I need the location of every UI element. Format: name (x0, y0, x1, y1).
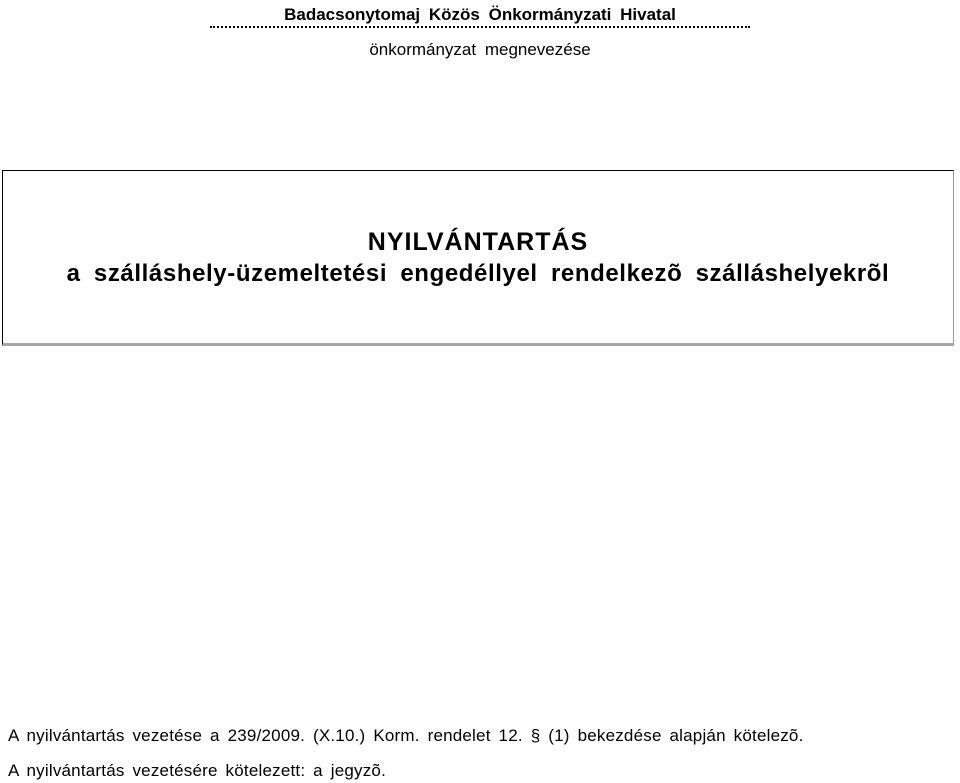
document-title: NYILVÁNTARTÁS (367, 228, 589, 256)
document-subtitle: a szálláshely-üzemeltetési engedéllyel rendelkezõ szálláshelyekrõl (66, 260, 890, 287)
organization-caption: önkormányzat megnevezése (369, 40, 591, 59)
organization-name: Badacsonytomaj Közös Önkormányzati Hivatal (284, 5, 676, 24)
legal-basis-text: A nyilvántartás vezetése a 239/2009. (X.10.) Korm. rendelet 12. § (1) bekezdése alapján kötelezõ. (8, 726, 804, 745)
title-box (2, 170, 954, 346)
responsible-party-text: A nyilvántartás vezetésére kötelezett: a jegyzõ. (8, 761, 387, 780)
dotted-fill-line (210, 18, 750, 28)
